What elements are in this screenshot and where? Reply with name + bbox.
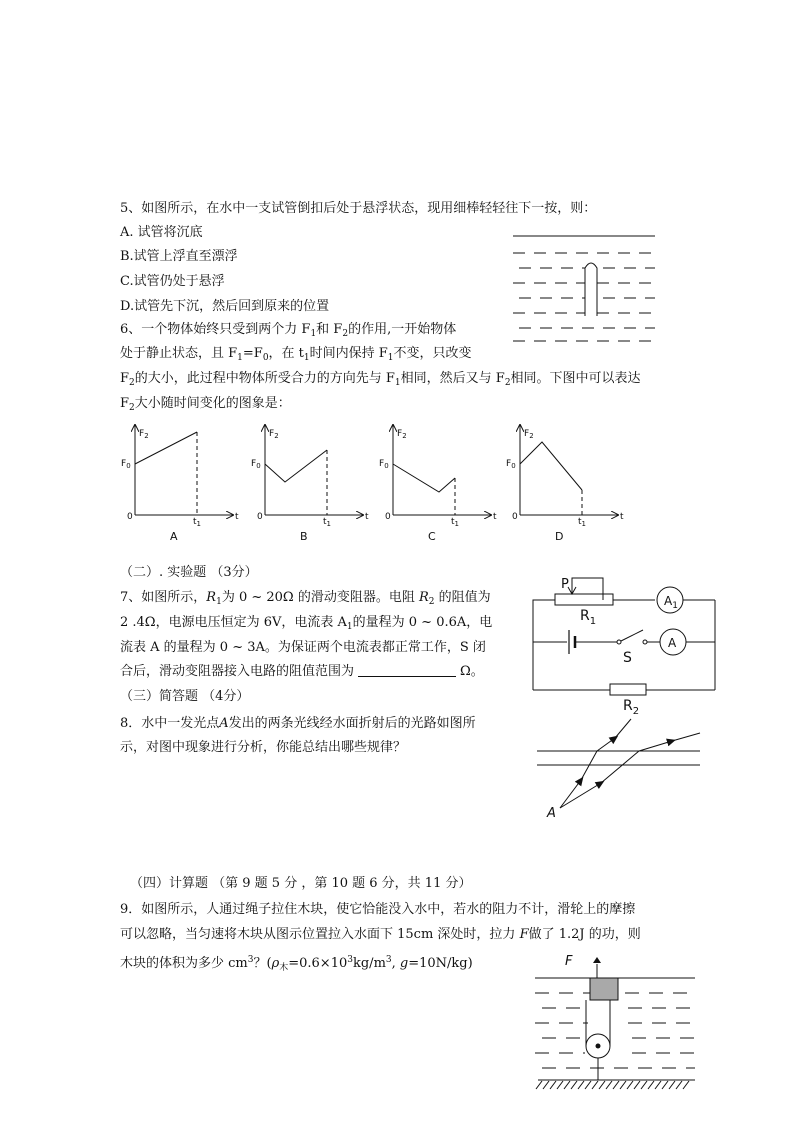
- graph-b: [251, 425, 369, 543]
- graph-label: D: [555, 530, 564, 543]
- ground-hatch: [676, 1081, 682, 1089]
- section-3-heading: （三）简答题 （4分）: [120, 689, 250, 704]
- ground-hatch: [536, 1081, 542, 1089]
- ground-hatch: [627, 1081, 633, 1089]
- ground-hatch: [669, 1081, 675, 1089]
- x-axis-label: t: [365, 512, 369, 522]
- t1-label: $t_1$: [193, 517, 201, 528]
- ground-hatch: [641, 1081, 647, 1089]
- f2-curve: [265, 450, 327, 482]
- graph-label: B: [300, 530, 308, 543]
- a1-label: $A_1$: [664, 594, 678, 611]
- circuit-figure: [525, 570, 725, 715]
- graph-a: [121, 425, 239, 543]
- answer-blank[interactable]: [358, 664, 456, 677]
- test-tube: [585, 263, 597, 316]
- q6-line1: 6、一个物体始终只受到两个力 $F_1$和 $F_2$的作用,一开始物体: [120, 322, 457, 339]
- ground-hatch: [550, 1081, 556, 1089]
- ground-hatch: [620, 1081, 626, 1089]
- q6-line4: $F_2$大小随时间变化的图象是：: [120, 396, 291, 413]
- origin-label: 0: [385, 512, 391, 522]
- q7-line4: 合后，滑动变阻器接入电路的阻值范围为 Ω。: [120, 664, 484, 679]
- ground-hatch: [557, 1081, 563, 1089]
- force-label: F: [565, 954, 573, 969]
- ground-hatch: [613, 1081, 619, 1089]
- q5-option-d: D.试管先下沉，然后回到原来的位置: [120, 299, 330, 314]
- refraction-figure: [535, 715, 705, 825]
- y-axis-label: $F_2$: [524, 429, 534, 440]
- point-a-label: A: [547, 806, 556, 821]
- t1-label: $t_1$: [451, 517, 459, 528]
- q7-line2: 2 .4Ω，电源电压恒定为 6V，电流表 $A_1$的量程为 0 ~ 0.6A，电: [120, 615, 493, 632]
- ground-hatch: [683, 1081, 689, 1089]
- q6-line2: 处于静止状态，且 $F_1=F_0$，在 $t_1$时间内保持 $F_1$不变，只改变: [120, 346, 472, 363]
- q9-line1: 9．如图所示，人通过绳子拉住木块，使它恰能没入水中，若水的阻力不计，滑轮上的摩擦: [120, 902, 636, 917]
- ground-hatch: [592, 1081, 598, 1089]
- origin-label: 0: [257, 512, 263, 522]
- graph-label: A: [170, 530, 178, 543]
- x-axis-label: t: [493, 512, 497, 522]
- q5-stem: 5、如图所示，在水中一支试管倒扣后处于悬浮状态，现用细棒轻轻往下一按，则：: [120, 201, 597, 216]
- ground-hatch: [655, 1081, 661, 1089]
- r2-label: $R_2$: [623, 698, 640, 717]
- f0-label: $F_0$: [506, 459, 516, 470]
- f0-label: $F_0$: [379, 459, 389, 470]
- f0-label: $F_0$: [121, 459, 131, 470]
- q5-option-b: B.试管上浮直至漂浮: [120, 249, 238, 264]
- ground-hatch: [648, 1081, 654, 1089]
- slider-label: P: [561, 577, 569, 592]
- f2-curve: [393, 464, 455, 492]
- resistor-r2: [610, 684, 646, 695]
- ground-hatch: [564, 1081, 570, 1089]
- ground-hatch: [585, 1081, 591, 1089]
- switch-s: [621, 630, 643, 641]
- wood-block: [590, 978, 618, 1000]
- ground-hatch: [662, 1081, 668, 1089]
- t1-label: $t_1$: [578, 517, 586, 528]
- q8-line1: 8．水中一发光点A发出的两条光线经水面折射后的光路如图所: [120, 716, 476, 731]
- resistor-r1: [555, 594, 613, 605]
- q7-line1: 7、如图所示，$R_1$为 0 ~ 20Ω 的滑动变阻器。电阻 $R_2$ 的阻值为: [120, 590, 491, 607]
- y-axis-label: $F_2$: [139, 429, 149, 440]
- y-axis-label: $F_2$: [269, 429, 279, 440]
- f0-label: $F_0$: [251, 459, 261, 470]
- origin-label: 0: [127, 512, 133, 522]
- ground-hatch: [599, 1081, 605, 1089]
- graph-c: [379, 425, 497, 543]
- y-axis-label: $F_2$: [397, 429, 407, 440]
- r1-label: $R_1$: [580, 608, 597, 627]
- a-label: A: [668, 636, 677, 650]
- q7-line3: 流表 A 的量程为 0 ~ 3A。为保证两个电流表都正常工作，S 闭: [120, 640, 486, 655]
- graph-label: C: [428, 530, 436, 543]
- section-4-heading: （四）计算题 （第 9 题 5 分 ，第 10 题 6 分，共 11 分）: [130, 876, 472, 891]
- ground-hatch: [571, 1081, 577, 1089]
- t1-label: $t_1$: [323, 517, 331, 528]
- test-tube-figure: [505, 228, 665, 348]
- ground-hatch: [543, 1081, 549, 1089]
- x-axis-label: t: [235, 512, 239, 522]
- q5-option-c: C.试管仍处于悬浮: [120, 274, 225, 289]
- q5-option-a: A. 试管将沉底: [120, 225, 203, 240]
- ground-hatch: [578, 1081, 584, 1089]
- pulley-figure: [530, 948, 700, 1093]
- q8-line2: 示，对图中现象进行分析，你能总结出哪些规律？: [120, 740, 407, 755]
- section-2-heading: （二）. 实验题 （3分）: [120, 565, 258, 580]
- ground-hatch: [634, 1081, 640, 1089]
- q9-line2: 可以忽略，当匀速将木块从图示位置拉入水面下 15cm 深处时，拉力 F做了 1.2J 的功，则: [120, 927, 641, 942]
- ground-hatch: [606, 1081, 612, 1089]
- q9-line3: 木块的体积为多少 $cm^3$？($\rho_木=0.6\times 10^3kg/m^3$, g=10N/kg): [120, 955, 473, 973]
- graph-d: [506, 425, 624, 543]
- force-arrow: [593, 957, 601, 963]
- q6-line3: $F_2$的大小，此过程中物体所受合力的方向先与 $F_1$相同，然后又与 $F_2$相同。下图中可以表达: [120, 371, 641, 388]
- x-axis-label: t: [620, 512, 624, 522]
- graphs-figure: [115, 420, 635, 545]
- origin-label: 0: [512, 512, 518, 522]
- switch-label: S: [623, 650, 632, 666]
- f2-curve: [520, 442, 582, 490]
